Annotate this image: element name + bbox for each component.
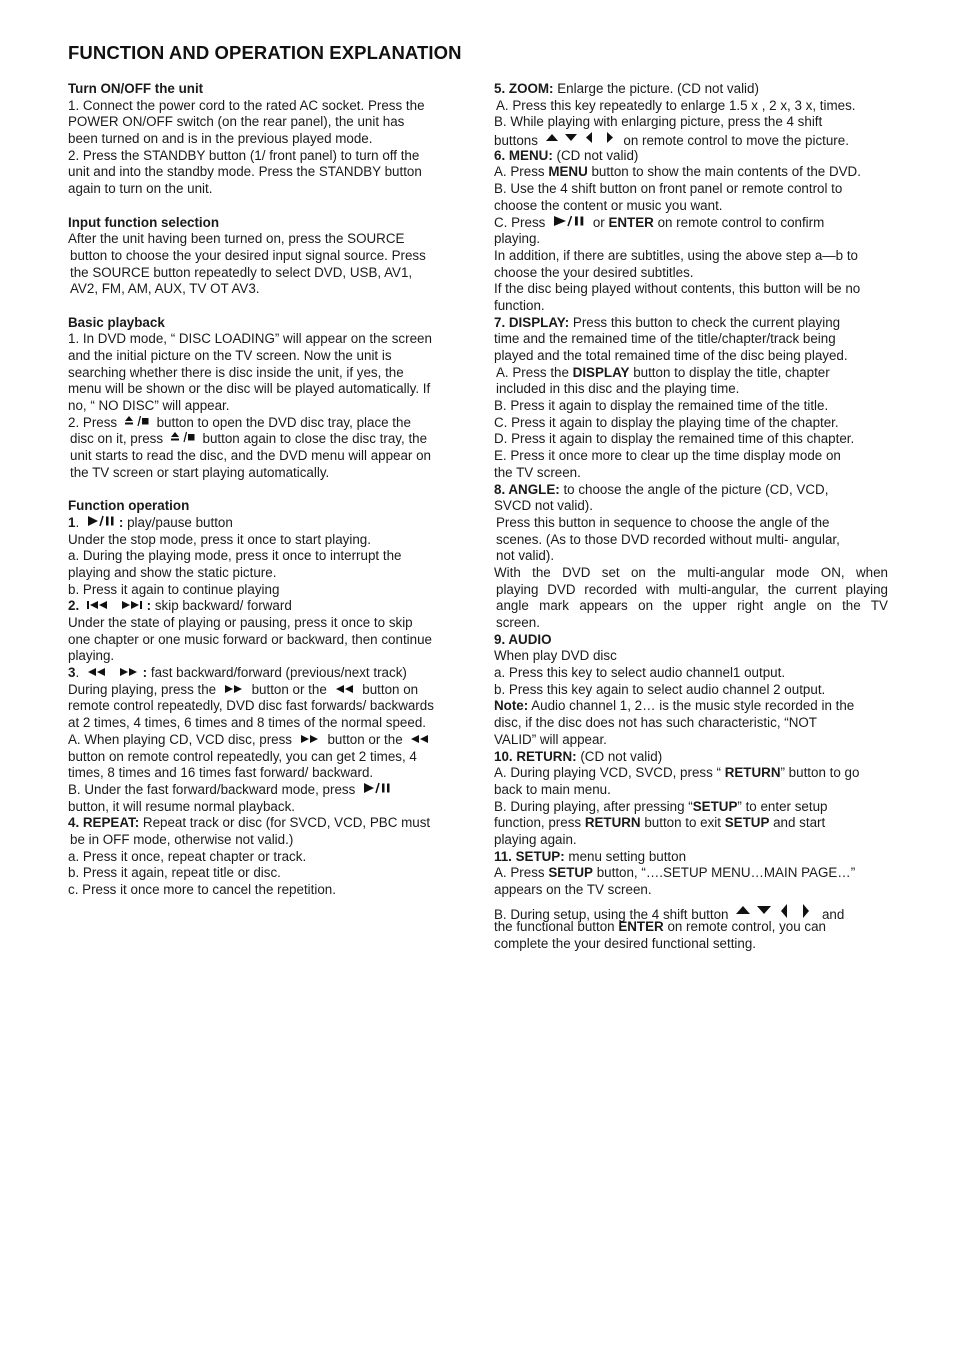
text-line: SVCD not valid).	[494, 498, 593, 514]
text-line: Under the state of playing or pausing, press it once to skip	[68, 615, 413, 630]
text-fragment: on remote control, you can	[663, 919, 826, 935]
text-fragment: :	[142, 665, 148, 681]
left-column	[68, 81, 464, 899]
text-line: searching whether there is disc inside the unit, if yes, the	[68, 364, 404, 380]
text-fragment: button or the	[327, 731, 403, 747]
text-line: button on remote control repeatedly, you can get 2 times, 4	[68, 748, 417, 764]
text-fragment: Note:	[494, 698, 529, 714]
text-line: back to main menu.	[494, 781, 611, 797]
text-line: angle mark appears on the upper right angle on the TV	[496, 598, 888, 614]
item-heading: 9. AUDIO	[494, 631, 552, 647]
text-line	[494, 81, 888, 98]
text-line: the TV screen or start playing automatically.	[70, 464, 330, 480]
text-line: 2. Press the STANDBY button (1/ front panel) to turn off the	[68, 147, 420, 163]
text-line	[68, 782, 464, 799]
text-fragment: RETURN	[584, 815, 641, 831]
text-fragment: SETUP	[724, 815, 770, 831]
text-fragment: ENTER	[608, 214, 654, 230]
text-fragment: Audio channel 1, 2… is the music style recorded in the	[528, 698, 855, 714]
item-heading: 7. DISPLAY:	[494, 314, 570, 330]
text-line: Press this button in sequence to choose the angle of the	[496, 514, 830, 530]
text-fragment: button to open the DVD disc tray, place the	[156, 414, 411, 430]
text-fragment: button to show the main contents of the DVD.	[587, 164, 861, 180]
text-line: After the unit having been turned on, press the SOURCE	[68, 231, 405, 247]
text-line: at 2 times, 4 times, 6 times and 8 times of the normal speed.	[68, 715, 426, 731]
text-fragment: button or the	[251, 681, 327, 697]
text-fragment: Enlarge the picture. (CD not valid)	[553, 81, 759, 96]
text-line: menu will be shown or the disc will be played automatically. If	[68, 381, 431, 397]
text-line: A. Press this key repeatedly to enlarge 1.5 x , 2 x, 3 x, times.	[496, 97, 856, 113]
text-line	[68, 415, 464, 432]
text-line: POWER ON/OFF switch (on the rear panel), the unit has	[68, 114, 405, 130]
text-fragment: A. During playing VCD, SVCD, press “	[494, 765, 725, 781]
text-line	[494, 865, 888, 882]
text-line: included in this disc and the playing time.	[496, 381, 740, 397]
text-line	[494, 164, 888, 181]
text-fragment: MENU	[548, 164, 588, 180]
fast-forward-icon	[118, 667, 140, 677]
text-line: remote control repeatedly, DVD disc fast forwards/ backwards	[68, 698, 434, 714]
text-line: played and the total remained time of the disc being played.	[494, 348, 848, 363]
text-line: the TV screen.	[494, 464, 581, 480]
text-line: 1. Connect the power cord to the rated AC socket. Press the	[68, 97, 425, 113]
text-line	[68, 815, 464, 832]
item-heading: 4. REPEAT:	[68, 815, 140, 831]
text-fragment: or	[592, 214, 609, 230]
text-line: scenes. (As to those DVD recorded without multi- angular,	[496, 531, 840, 547]
text-line: b. Press this key again to select audio channel 2 output.	[494, 681, 826, 697]
fast-backward-icon	[334, 684, 356, 694]
text-fragment: B. During setup, using the 4 shift button	[494, 906, 729, 922]
arrow-keys-icon	[545, 131, 617, 145]
text-fragment: to choose the angle of the picture (CD, VCD,	[559, 481, 829, 497]
text-line: a. During the playing mode, press it once to interrupt the	[68, 548, 402, 564]
text-fragment: (CD not valid)	[552, 147, 639, 163]
text-fragment: and start	[769, 815, 826, 831]
text-line: a. Press this key to select audio channel1 output.	[494, 665, 786, 681]
text-fragment: A. Press the	[496, 364, 573, 380]
section-heading-function-operation: Function operation	[68, 498, 190, 514]
item-heading: 6. MENU:	[494, 147, 553, 163]
text-line	[68, 431, 464, 448]
text-fragment: ” to enter setup	[737, 798, 828, 814]
text-fragment: fast backward/forward (previous/next track)	[147, 665, 407, 681]
text-line: playing again.	[494, 831, 577, 847]
section-heading-basic-playback: Basic playback	[68, 314, 165, 330]
text-line	[494, 482, 888, 499]
fast-backward-icon	[86, 667, 108, 677]
text-fragment: Press this button to check the current playing	[569, 314, 841, 330]
text-line: B. While playing with enlarging picture, press the 4 shift	[494, 114, 823, 130]
text-fragment: and	[821, 906, 845, 922]
text-fragment: Repeat track or disc (for SVCD, VCD, PBC must	[139, 815, 431, 831]
text-line: playing.	[494, 231, 541, 247]
text-line: 1. In DVD mode, “ DISC LOADING” will appear on the screen	[68, 331, 432, 347]
text-fragment: A. When playing CD, VCD disc, press	[68, 731, 292, 747]
text-fragment: disc on it, press	[70, 431, 164, 447]
eject-stop-icon	[170, 431, 196, 443]
item-number: 1	[68, 514, 76, 530]
right-column	[494, 81, 888, 953]
text-fragment: on remote control to move the picture.	[623, 133, 849, 149]
fast-forward-icon	[223, 684, 245, 694]
text-line: disc, if the disc does not has such characteristic, “NOT	[494, 715, 817, 731]
fast-forward-icon	[299, 734, 321, 744]
text-fragment: B. Under the fast forward/backward mode, press	[68, 781, 356, 797]
play-pause-icon	[86, 515, 116, 527]
text-line: a. Press it once, repeat chapter or track.	[68, 848, 307, 864]
text-line: b. Press it again, repeat title or disc.	[68, 865, 281, 881]
skip-backward-icon	[86, 600, 110, 610]
text-line: When play DVD disc	[494, 648, 617, 664]
text-fragment: ” button to go	[780, 765, 860, 781]
text-line	[494, 903, 888, 920]
text-line: the SOURCE button repeatedly to select DVD, USB, AV1,	[70, 264, 413, 280]
text-line: button to choose the your desired input signal source. Press	[70, 247, 426, 263]
text-fragment: C. Press	[494, 214, 546, 230]
text-fragment: A. Press	[494, 865, 549, 881]
text-line	[494, 815, 888, 832]
text-fragment: button, “….SETUP MENU…MAIN PAGE…”	[592, 865, 856, 881]
text-fragment: :	[146, 598, 152, 614]
text-line: With the DVD set on the multi-angular mode ON, when	[494, 564, 888, 580]
text-line: screen.	[496, 615, 540, 630]
text-fragment: :	[118, 514, 124, 530]
section-heading-input: Input function selection	[68, 214, 220, 230]
text-line: button, it will resume normal playback.	[68, 798, 295, 814]
text-fragment: SETUP	[692, 798, 738, 814]
text-line	[68, 515, 464, 532]
item-number: 2.	[68, 598, 80, 614]
text-line: time and the remained time of the title/chapter/track being	[494, 331, 836, 347]
text-line	[68, 732, 464, 749]
skip-forward-icon	[120, 600, 144, 610]
text-line: times, 8 times and 16 times fast forward/ backward.	[68, 765, 374, 781]
section-heading-turn-on-off: Turn ON/OFF the unit	[68, 81, 204, 96]
text-fragment: button on	[362, 681, 419, 697]
text-fragment: function, press	[494, 815, 585, 831]
text-line	[68, 665, 464, 682]
text-line: playing and show the static picture.	[68, 564, 277, 580]
text-line	[494, 148, 888, 165]
text-fragment: SETUP	[548, 865, 593, 881]
text-line: D. Press it again to display the remained time of this chapter.	[494, 431, 855, 447]
text-line	[494, 765, 888, 782]
text-line: b. Press it again to continue playing	[68, 581, 280, 597]
text-line: and the initial picture on the TV screen. Now the unit is	[68, 348, 392, 363]
play-pause-icon	[362, 782, 392, 794]
item-heading: 10. RETURN:	[494, 748, 577, 764]
text-fragment: button to display the title, chapter	[629, 364, 830, 380]
text-line	[68, 598, 464, 615]
item-heading: 8. ANGLE:	[494, 481, 560, 497]
text-line: VALID” will appear.	[494, 731, 607, 747]
text-fragment: menu setting button	[564, 848, 687, 864]
text-line	[494, 849, 888, 866]
text-fragment: button to exit	[640, 815, 725, 831]
text-line: If the disc being played without contents, this button will be no	[494, 281, 861, 297]
fast-backward-icon	[409, 734, 431, 744]
text-line: C. Press it again to display the playing time of the chapter.	[494, 414, 839, 430]
text-line	[494, 799, 888, 816]
text-line: function.	[494, 297, 545, 313]
arrow-keys-icon	[735, 903, 815, 919]
text-line: playing DVD recorded with multi-angular, the current playing	[496, 581, 888, 597]
text-fragment: .	[75, 514, 80, 530]
text-line: In addition, if there are subtitles, using the above step a—b to	[494, 247, 859, 263]
text-line: choose the your desired subtitles.	[494, 264, 694, 280]
text-fragment: RETURN	[724, 765, 781, 781]
text-fragment: (CD not valid)	[576, 748, 663, 764]
text-line	[494, 131, 888, 148]
item-heading: 5. ZOOM:	[494, 81, 554, 96]
text-line: be in OFF mode, otherwise not valid.)	[70, 831, 294, 847]
text-line	[494, 749, 888, 766]
text-line: AV2, FM, AM, AUX, TV OT AV3.	[70, 281, 260, 297]
text-fragment: A. Press	[494, 164, 549, 180]
text-line: again to turn on the unit.	[68, 181, 213, 197]
text-line: playing.	[68, 648, 115, 664]
text-line: unit and into the standby mode. Press the STANDBY button	[68, 164, 422, 180]
text-line: complete the your desired functional setting.	[494, 936, 757, 952]
text-fragment: ENTER	[618, 919, 664, 935]
page-title: FUNCTION AND OPERATION EXPLANATION	[68, 42, 462, 63]
text-fragment: play/pause button	[123, 514, 233, 530]
text-line: B. Press it again to display the remained time of the title.	[494, 398, 829, 414]
text-line: been turned on and is in the previous played mode.	[68, 131, 373, 147]
text-line: c. Press it once more to cancel the repetition.	[68, 882, 336, 897]
text-line: choose the content or music you want.	[494, 197, 723, 213]
text-line	[494, 215, 888, 232]
text-line: B. Use the 4 shift button on front panel or remote control to	[494, 181, 843, 197]
text-line: E. Press it once more to clear up the time display mode on	[494, 448, 841, 464]
text-fragment: the functional button	[494, 919, 619, 935]
text-fragment: skip backward/ forward	[151, 598, 292, 614]
text-fragment: .	[75, 665, 80, 681]
text-line: no, “ NO DISC” will appear.	[68, 398, 230, 414]
item-number: 3	[68, 665, 76, 681]
text-line: not valid).	[496, 548, 555, 564]
text-fragment: button again to close the disc tray, the	[202, 431, 428, 447]
text-line	[494, 698, 888, 715]
text-fragment: buttons	[494, 133, 538, 149]
text-line: appears on the TV screen.	[494, 882, 652, 897]
text-fragment: During playing, press the	[68, 681, 217, 697]
text-line: Under the stop mode, press it once to start playing.	[68, 531, 371, 547]
text-fragment: DISPLAY	[572, 364, 630, 380]
text-fragment: 2. Press	[68, 414, 118, 430]
text-line: unit starts to read the disc, and the DVD menu will appear on	[70, 448, 431, 464]
play-pause-icon	[552, 215, 586, 227]
text-line	[494, 365, 888, 382]
text-line	[494, 315, 888, 332]
text-fragment: on remote control to confirm	[653, 214, 825, 230]
text-fragment: B. During playing, after pressing “	[494, 798, 693, 814]
text-line	[68, 682, 464, 699]
text-line: one chapter or one music forward or backward, then continue	[68, 631, 432, 647]
eject-stop-icon	[124, 415, 150, 427]
item-heading: 11. SETUP:	[494, 848, 565, 864]
